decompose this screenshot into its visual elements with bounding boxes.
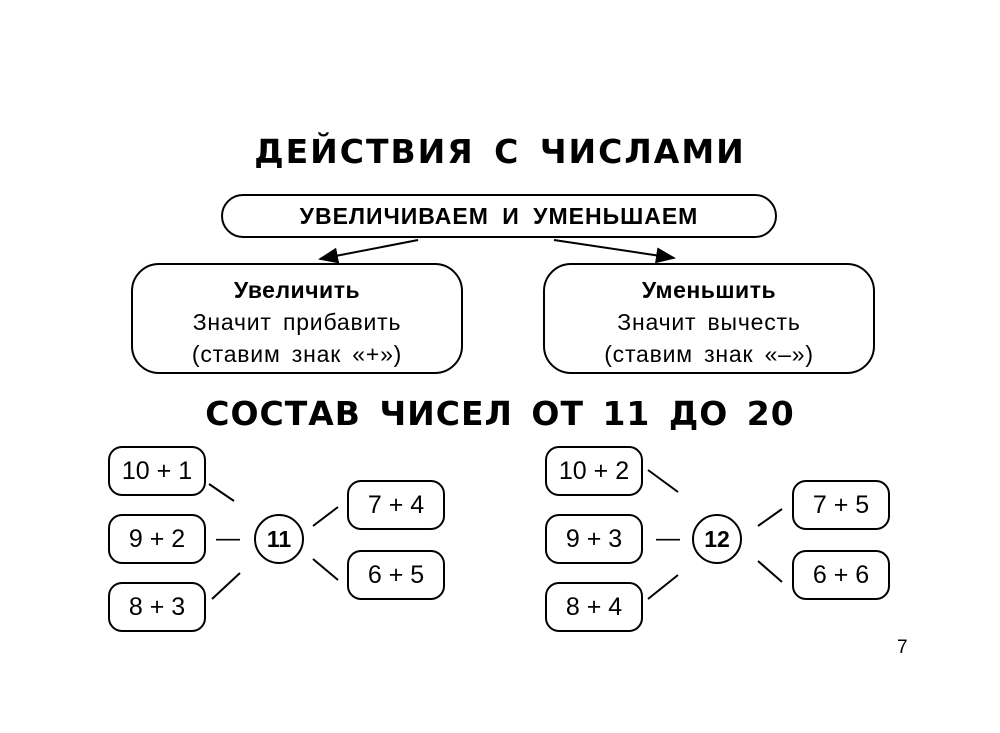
connector-line <box>212 573 240 599</box>
dash-connector: — <box>216 525 240 552</box>
page-title: ДЕЙСТВИЯ С ЧИСЛАМИ <box>254 132 746 171</box>
connector-line <box>313 507 338 526</box>
connector-line <box>758 509 782 526</box>
sum-pill: 9 + 3 <box>545 514 643 564</box>
connector-line <box>758 561 782 582</box>
connector-line <box>648 470 678 492</box>
increase-title: Увеличить <box>233 277 361 303</box>
sum-pill: 9 + 2 <box>108 514 206 564</box>
sum-pill: 6 + 6 <box>792 550 890 600</box>
increase-line-1: Значит прибавить <box>192 309 402 335</box>
sum-pill: 6 + 5 <box>347 550 445 600</box>
operations-banner: УВЕЛИЧИВАЕМ И УМЕНЬШАЕМ <box>221 194 777 238</box>
sum-pill: 10 + 1 <box>108 446 206 496</box>
decrease-line-1: Значит вычесть <box>617 309 801 335</box>
page-number: 7 <box>897 637 908 658</box>
sum-pill: 8 + 4 <box>545 582 643 632</box>
arrow-to-increase <box>320 240 418 259</box>
decrease-box <box>543 263 875 374</box>
connector-line <box>648 575 678 599</box>
sum-pill: 8 + 3 <box>108 582 206 632</box>
number-circle: 12 <box>692 514 742 564</box>
decrease-line-2: (ставим знак «–») <box>604 341 814 367</box>
composition-heading: СОСТАВ ЧИСЕЛ ОТ 11 ДО 20 <box>205 394 795 433</box>
increase-line-2: (ставим знак «+») <box>191 341 403 367</box>
sum-pill: 10 + 2 <box>545 446 643 496</box>
connector-line <box>209 484 234 501</box>
arrow-to-decrease <box>554 240 674 258</box>
sum-pill: 7 + 4 <box>347 480 445 530</box>
sum-pill: 7 + 5 <box>792 480 890 530</box>
connector-line <box>313 559 338 580</box>
dash-connector: — <box>656 525 680 552</box>
number-circle: 11 <box>254 514 304 564</box>
decrease-title: Уменьшить <box>641 277 777 303</box>
increase-box <box>131 263 463 374</box>
